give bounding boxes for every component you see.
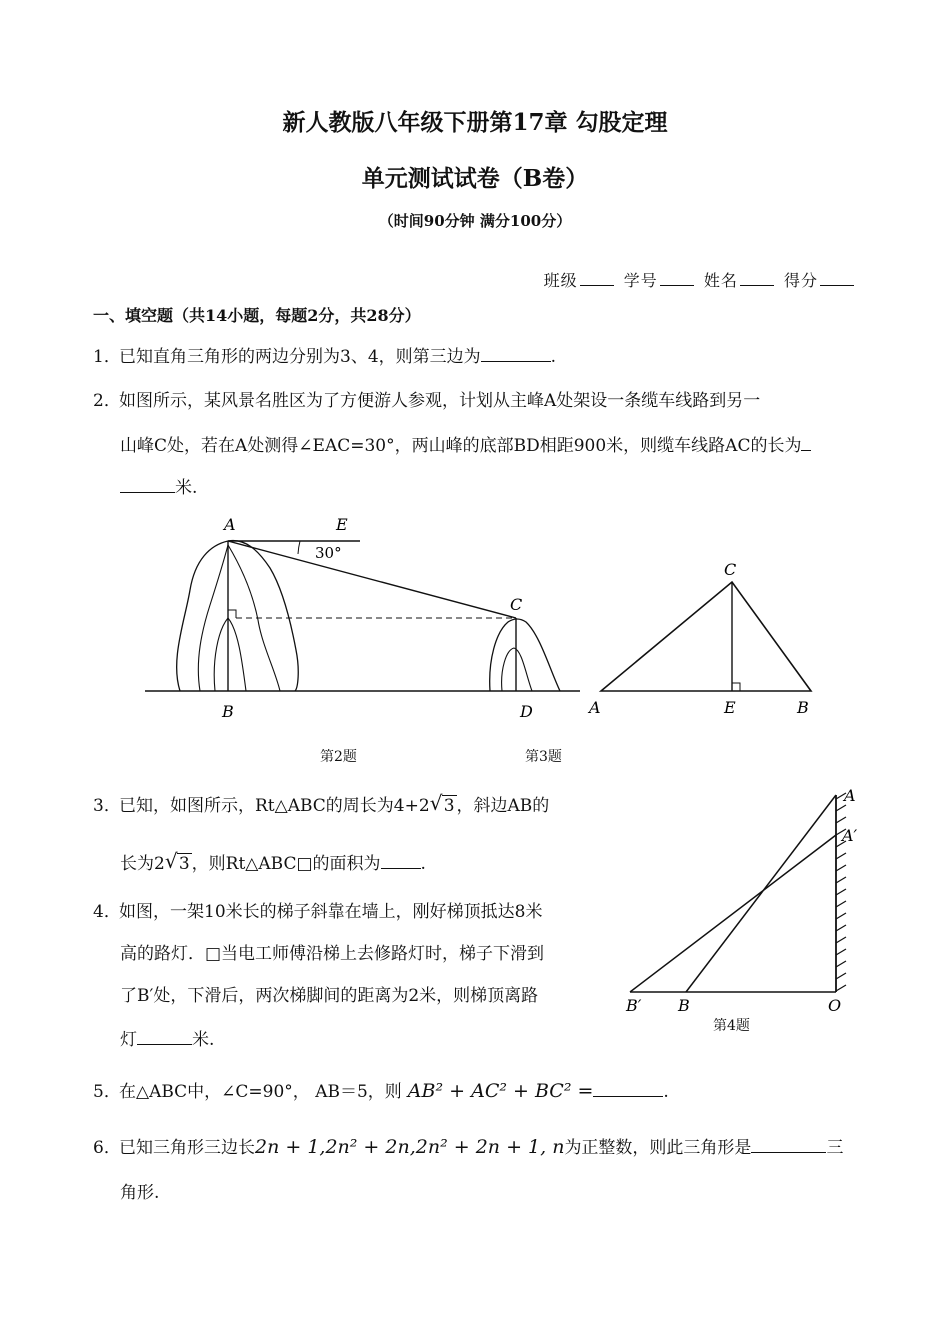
q2-text-line2: 山峰C处，若在A处测得∠EAC=30°，两山峰的底部BD相距900米，则缆车线路AC的长为 — [120, 436, 802, 456]
q3-radical-1 — [430, 795, 457, 817]
q5-answer-blank[interactable] — [593, 1080, 663, 1097]
main-peak-ridge-1 — [198, 545, 228, 691]
right-angle-mark-B — [228, 610, 236, 618]
q2-answer-blank-a[interactable] — [801, 434, 811, 451]
q6-text-pre: 已知三角形三边长 — [119, 1138, 255, 1158]
question-4-line4 — [120, 1028, 214, 1051]
question-2-line1 — [93, 390, 760, 412]
q4-answer-blank[interactable] — [137, 1028, 192, 1045]
q4-text-line1: 如图，一架10米长的梯子斜靠在墙上，刚好梯顶抵达8米 — [119, 902, 543, 922]
q2-number: 2． — [93, 391, 121, 411]
fig3-label-A: A — [589, 698, 601, 717]
question-5 — [93, 1080, 669, 1103]
fig4-label-B-prime: B′ — [626, 996, 642, 1015]
question-2-line2 — [120, 434, 811, 457]
fig4-label-O: O — [828, 996, 842, 1015]
q1-answer-blank[interactable] — [481, 345, 551, 362]
question-4-line1 — [93, 901, 542, 923]
q6-text-post: 为正整数，则此三角形是 — [564, 1138, 752, 1158]
fig2-label-E: E — [336, 515, 348, 534]
question-1 — [93, 345, 556, 368]
line-AC — [228, 541, 516, 618]
question-3-line2 — [120, 852, 426, 875]
question-2-line3 — [120, 476, 197, 499]
id-blank[interactable] — [660, 271, 694, 286]
fig3-label-C: C — [724, 560, 737, 579]
ladder-AB — [686, 795, 836, 992]
fig4-label-B: B — [678, 996, 690, 1015]
fig2-label-C: C — [510, 595, 523, 614]
fig4-caption: 第4题 — [713, 1018, 750, 1034]
q4-text-line3: 了B′处，下滑后，两次梯脚间的距离为2米，则梯顶离路 — [120, 986, 539, 1006]
second-peak-outline — [490, 619, 560, 691]
q1-end: . — [550, 347, 557, 367]
q3-number: 3． — [93, 796, 121, 816]
q3-answer-blank[interactable] — [381, 852, 421, 869]
q3-line2-pre: 长为2 — [120, 854, 165, 874]
q4-end: 米. — [192, 1030, 215, 1050]
q4-text-line4: 灯 — [120, 1030, 137, 1050]
name-blank[interactable] — [740, 271, 774, 286]
figure-3-triangle — [585, 555, 830, 725]
score-blank[interactable] — [820, 271, 854, 286]
q5-text: 在△ABC中，∠C=90°， AB＝5，则 — [119, 1082, 402, 1102]
q6-text-line2: 角形. — [120, 1183, 160, 1203]
q1-number: 1． — [93, 347, 121, 367]
fig3-label-E: E — [724, 698, 736, 717]
q3-end: . — [420, 854, 426, 874]
time-note: （时间90分钟 满分100分） — [378, 212, 572, 230]
fig4-label-A-prime: A′ — [842, 826, 858, 845]
fig4-label-A: A — [844, 786, 856, 805]
right-angle-mark-E — [732, 683, 740, 691]
second-peak-ridge — [502, 648, 532, 691]
section-heading: 一、填空题（共14小题，每题2分，共28分） — [93, 306, 421, 325]
name-label: 姓名 — [703, 271, 738, 290]
fig2-label-A: A — [224, 515, 236, 534]
fig2-label-B: B — [222, 702, 234, 721]
page-subtitle: 单元测试试卷（B卷） — [361, 165, 589, 192]
q6-text-post2: 三 — [826, 1138, 844, 1158]
q2-answer-blank-b[interactable] — [120, 476, 175, 493]
q6-answer-blank[interactable] — [751, 1136, 826, 1153]
q3-radicand-2: 3 — [178, 854, 190, 874]
id-label: 学号 — [623, 271, 658, 290]
wall-hatching — [836, 793, 846, 991]
q2-text-line3: 米. — [175, 478, 198, 498]
q3-line2-post: ，则Rt△ABC□的面积为 — [191, 854, 381, 874]
fig2-label-D: D — [520, 702, 533, 721]
figure-2-mountains — [140, 510, 590, 725]
class-label: 班级 — [543, 271, 578, 290]
q5-number: 5． — [93, 1082, 121, 1102]
q1-text: 已知直角三角形的两边分别为3、4，则第三边为 — [119, 347, 481, 367]
q6-formula: 2n + 1,2n² + 2n,2n² + 2n + 1, n — [255, 1136, 565, 1158]
fig2-caption: 第2题 — [320, 749, 357, 765]
fig2-angle-label: 30° — [315, 544, 342, 562]
q3-radical-2 — [165, 853, 192, 875]
q5-formula: AB² + AC² + BC² = — [407, 1080, 594, 1102]
question-6-line2 — [120, 1182, 159, 1204]
question-4-line2 — [120, 943, 544, 965]
figure-4-ladder — [620, 783, 860, 1043]
main-peak-ridge-3 — [214, 618, 246, 691]
student-info — [544, 268, 858, 291]
q3-radicand-1: 3 — [443, 796, 455, 816]
q3-text-post: ，斜边AB的 — [456, 796, 550, 816]
question-3-line1 — [93, 795, 549, 817]
fig3-label-B: B — [797, 698, 809, 717]
q4-text-line2: 高的路灯．□当电工师傅沿梯上去修路灯时，梯子下滑到 — [120, 944, 545, 964]
page-title: 新人教版八年级下册第17章 勾股定理 — [282, 109, 668, 136]
ladder-A2B2 — [630, 835, 836, 992]
triangle-ABC — [601, 582, 811, 691]
score-label: 得分 — [783, 271, 818, 290]
fig3-caption: 第3题 — [525, 749, 562, 765]
angle-arc — [298, 541, 300, 554]
q3-text-pre: 已知，如图所示，Rt△ABC的周长为4+2 — [119, 796, 430, 816]
class-blank[interactable] — [580, 271, 614, 286]
question-4-line3 — [120, 985, 538, 1007]
q4-number: 4． — [93, 902, 121, 922]
q5-end: . — [663, 1082, 669, 1102]
q2-text-line1: 如图所示，某风景名胜区为了方便游人参观，计划从主峰A处架设一条缆车线路到另一 — [119, 391, 761, 411]
q6-number: 6． — [93, 1138, 121, 1158]
question-6-line1 — [93, 1136, 843, 1159]
